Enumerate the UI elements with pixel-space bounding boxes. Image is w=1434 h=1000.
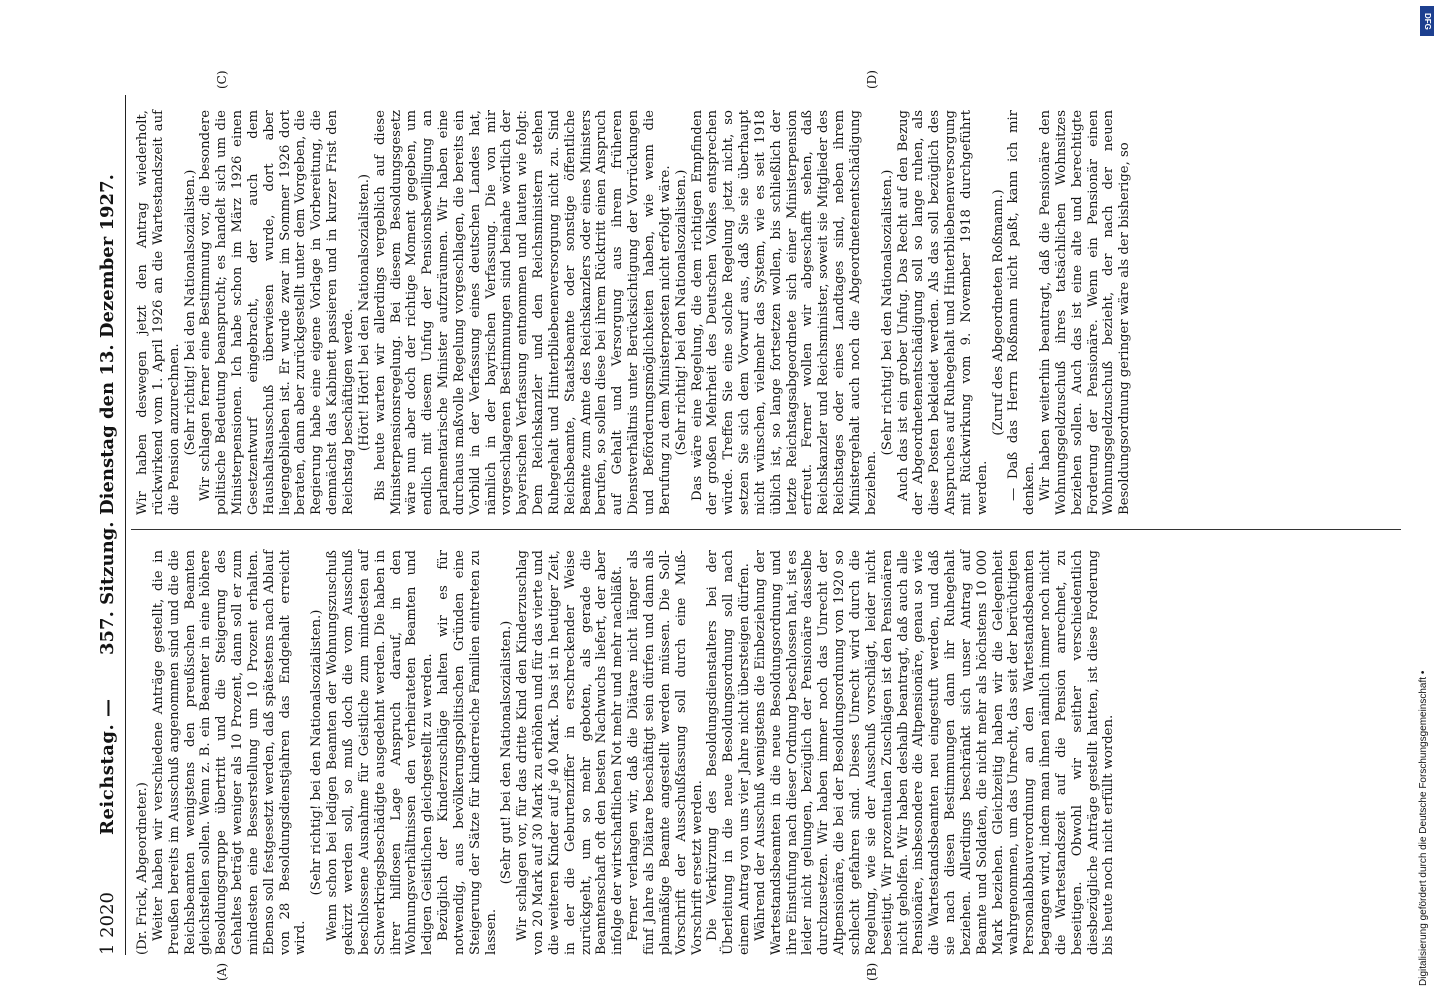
column-divider (131, 529, 1401, 530)
margin-mark-d: (D) (865, 70, 879, 89)
paragraph: Wir haben weiterhin beantragt, daß die Pensionäre den Wohnungsgeldzuschuß ihres tatsächlichen Wohnsitzes beziehen sollen. Auch das ist eine alte und berechtigte Forderung der Pensionäre. Wenn ein Pensionär einen Wohnungsgeldzuschuß bezieht, der nach der neuen Besoldungsordnung geringer wäre als der bisherige, so (1038, 110, 1133, 515)
header-date: Dienstag den 13. Dezember 1927. (97, 174, 118, 515)
paragraph: Die Verkürzung des Besoldungsdienstalters bei der Überleitung in die neue Besoldungsordnung soll nach einem Antrag von uns vier Jahre nicht übersteigen dürfen. (705, 550, 753, 955)
paragraph: Ferner verlangen wir, daß die Diätare nicht länger als fünf Jahre als Diätare beschäftigt sein dürfen und dann als planmäßige Beamte angestellt werden müssen. Die Soll-Vorschrift der Ausschußfassung soll durch eine Muß-Vorschrift ersetzt werden. (626, 550, 705, 955)
paragraph: Auch das ist ein grober Unfug. Das Recht auf den Bezug der Abgeordnetenentschädigung soll so lange ruhen, als diese Posten bekleidet werden. Als das soll bezüglich des Anspruches auf Ruhegehalt und Hinterbliebenenversorgung mit Rückwirkung vom 9. November 1918 durchgeführt werden. (895, 110, 990, 515)
header-rule (125, 95, 126, 955)
paragraph: Während der Ausschuß wenigstens die Einbeziehung der Wartestandsbeamten in die neue Besoldungsordnung und ihre Einstufung nach dieser Ordnung beschlossen hat, ist es leider nicht gelungen, bezüglich der Pensionäre dasselbe durchzusetzen. Wir haben immer noch das Unrecht der Altpensionäre, die bei der Besoldungsordnung von 1920 so schlecht gefahren sind. Dieses Unrecht wird durch die Regelung, wie sie der Ausschuß vorschlägt, leider nicht beseitigt. Wir prozentualen Zuschlägen ist den Pensionären nicht geholfen. Wir haben deshalb beantragt, daß auch alle Pensionäre, insbesondere die Altpensionäre, genau so wie die Wartestandsbeamten neu eingestuft werden, und daß sie nach diesen Bestimmungen dann ihr Ruhegehalt beziehen. Allerdings beschränkt sich unser Antrag auf Beamte und Soldaten, die nicht mehr als höchstens 10 000 Mark beziehen. Gleichzeitig haben wir die Gelegenheit wahrgenommen, um das Unrecht, das seit der berüchtigten Personalabbauverordnung an den Wartestandsbeamten begangen wird, indem man ihnen nämlich immer noch nicht die Wartestandszeit auf die Pension anrechnet, zu beseitigen. Obwohl wir seither verschiedentlich diesbezügliche Anträge gestellt hatten, ist diese Forderung bis heute noch nicht erfüllt worden. (752, 550, 1117, 955)
interjection: (Sehr richtig! bei den Nationalsozialisten.) (309, 609, 325, 896)
paragraph: Bis heute warten wir allerdings vergeblich auf diese Ministerpensionsregelung. Bei diesem Besoldungsgesetz wäre nun aber doch der richtige Moment gegeben, um endlich mit diesem Unfug der Pensionsbewilligung an parlamentarische Minister aufzuräumen. Wir haben eine durchaus maßvolle Regelung vorgeschlagen, die bereits ein Vorbild in der Verfassung eines deutschen Landes hat, nämlich in der bayrischen Verfassung. Die von mir vorgeschlagenen Bestimmungen sind beinahe wörtlich der bayerischen Verfassung entnommen und lauten wie folgt: Dem Reichskanzler und den Reichsministern stehen Ruhegehalt und Hinterbliebenenversorgung nicht zu. Sind Reichsbeamte, Staatsbeamte oder sonstige öffentliche Beamte zum Amte des Reichskanzlers oder eines Ministers berufen, so sollen diese bei ihrem Rücktritt einen Anspruch auf Gehalt und Versorgung aus ihrem früheren Dienstverhältnis unter Berücksichtigung der Vorrückungen und Beförderungsmöglichkeiten haben, wie wenn die Berufung zu dem Ministerposten nicht erfolgt wäre. (372, 110, 673, 515)
credit-text: Digitalisierung gefördert durch die Deutsche Forschungsgemeinschaft • (1418, 670, 1429, 986)
paragraph: — Daß das Herrn Roßmann nicht paßt, kann ich mir denken. (1006, 110, 1038, 515)
margin-mark-a: (A) (215, 962, 229, 981)
margin-mark-c: (C) (215, 70, 229, 89)
digitization-credit (1418, 6, 1434, 996)
header-chamber: Reichstag. — (97, 698, 118, 835)
interjection: (Sehr richtig! bei den Nationalsozialisten.) (673, 169, 689, 456)
interjection: (Sehr gut! bei den Nationalsozialisten.) (499, 620, 515, 885)
paragraph: Weiter haben wir verschiedene Anträge gestellt, die in Preußen bereits im Ausschuß angenommen sind und die die Reichsbeamten wenigstens den preußischen Beamten gleichstellen sollen. Wenn z. B. ein Beamter in eine höhere Besoldungsgruppe übertritt und die Steigerung des Gehaltes beträgt weniger als 10 Prozent, dann soll er zum mindesten eine Besserstellung um 10 Prozent erhalten. Ebenso soll festgesetzt werden, daß spätestens nach Ablauf von 28 Besoldungsdienstjahren das Endgehalt erreicht wird. (150, 550, 309, 955)
paragraph: (Dr. Frick, Abgeordneter.) (135, 782, 150, 955)
left-text-column (135, 550, 1117, 955)
interjection: (Sehr richtig! bei den Nationalsozialisten.) (879, 169, 895, 456)
page-header (95, 95, 125, 955)
page-number: 1 2020 (97, 892, 118, 955)
interjection: (Zuruf des Abgeordneten Roßmann.) (990, 189, 1006, 436)
right-text-column (135, 110, 1133, 515)
paragraph: Wir schlagen vor, für das dritte Kind den Kinderzuschlag von 20 Mark auf 30 Mark zu erhöhen und für das vierte und die weiteren Kinder auf je 40 Mark. Das ist in heutiger Zeit, in der die Geburtenziffer in erschreckender Weise zurückgeht, um so mehr geboten, als gerade die Beamtenschaft oft den besten Nachwuchs liefert, der aber infolge der wirtschaftlichen Not mehr und mehr nachläßt. (515, 550, 626, 955)
dfg-logo: DFG (1420, 6, 1434, 36)
header-session: 357. Sitzung. (97, 521, 118, 655)
paragraph: Wir haben deswegen jetzt den Antrag wiederholt, rückwirkend vom 1. April 1926 an die Wartestandszeit auf die Pension anzurechnen. (135, 110, 182, 515)
paragraph: Das wäre eine Regelung, die dem richtigen Empfinden der großen Mehrheit des Deutschen Volkes entsprechen würde. Treffen Sie eine solche Regelung jetzt nicht, so setzen Sie sich dem Vorwurf aus, daß Sie sie überhaupt nicht wünschen, vielmehr das System, wie es seit 1918 üblich ist, so lange fortsetzen wollen, bis schließlich der letzte Reichstagsabgeordnete sich einer Ministerpension erfreut. Ferner wollen wir abgeschafft sehen, daß Reichskanzler und Reichsminister, soweit sie Mitglieder des Reichstages oder eines Landtages sind, neben ihrem Ministergehalt auch noch die Abgeordnetenentschädigung beziehen. (689, 110, 879, 515)
paragraph: Bezüglich der Kinderzuschläge halten wir es für notwendig, aus bevölkerungspolitischen Gründen eine Steigerung der Sätze für kinderreiche Familien eintreten zu lassen. (436, 550, 499, 955)
margin-mark-b: (B) (865, 962, 879, 981)
paragraph: Wir schlagen ferner eine Bestimmung vor, die besondere politische Bedeutung beansprucht; es handelt sich um die Ministerpensionen. Ich habe schon im März 1926 einen Gesetzentwurf eingebracht, der auch dem Haushaltsausschuß überwiesen wurde, dort aber liegengeblieben ist. Er wurde zwar im Sommer 1926 dort beraten, dann aber zurückgestellt unter dem Vorgeben, die Regierung habe eine eigene Vorlage in Vorbereitung, die demnächst das Kabinett passieren und in kurzer Frist den Reichstag beschäftigen werde. (198, 110, 356, 515)
interjection: (Hört! Hört! bei den Nationalsozialisten.) (356, 173, 372, 452)
paragraph: Wenn schon bei ledigen Beamten der Wohnungszuschuß gekürzt werden soll, so muß doch die vom Ausschuß beschlossene Ausnahme für Geistliche zum mindesten auf Schwerkriegsbeschädigte ausgedehnt werden. Die haben in ihrer hilflosen Lage Anspruch darauf, in den Wohnungsverhältnissen den verheirateten Beamten und ledigen Geistlichen gleichgestellt zu werden. (325, 550, 436, 955)
interjection: (Sehr richtig! bei den Nationalsozialisten.) (182, 169, 198, 456)
rotated-document-page (95, 70, 1405, 981)
